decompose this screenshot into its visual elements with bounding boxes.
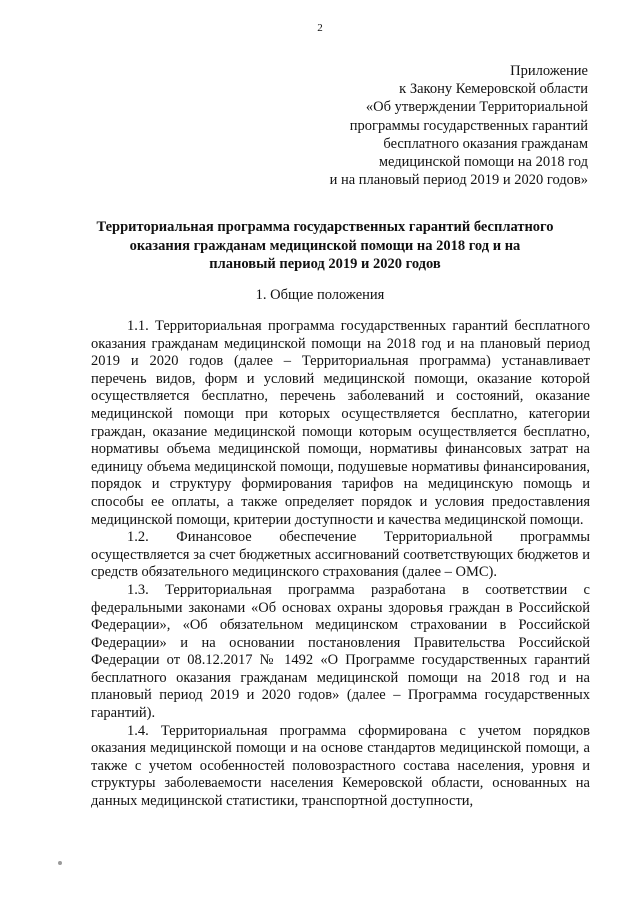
paragraph-1-4: 1.4. Территориальная программа сформирована с учетом порядков оказания медицинской помощи и на основе стандартов медицинской помощи, а также с учетом особенностей половозрастного состава населения, уровня и структуры заболеваемости населения Кемеровской области, основанных на данных медицинской статистики, транспортной доступности,	[91, 722, 590, 810]
appendix-line: «Об утверждении Территориальной	[365, 99, 588, 116]
section-heading: 1. Общие положения	[255, 287, 385, 303]
appendix-line: к Закону Кемеровской области	[399, 81, 588, 98]
appendix-line: программы государственных гарантий	[349, 117, 588, 134]
appendix-line: медицинской помощи на 2018 год	[378, 154, 588, 171]
appendix-note	[258, 62, 588, 189]
paragraph-1-3: 1.3. Территориальная программа разработана в соответствии с федеральными законами «Об основах охраны здоровья граждан в Российской Федерации», «Об обязательном медицинском страховании в Российской Федерации» и на основании постановления Правительства Российской Федерации от 08.12.2017 № 1492 «О Программе государственных гарантий бесплатного оказания гражданам медицинской помощи на 2018 год и на плановый период 2019 и 2020 годов» (далее – Программа государственных гарантий).	[91, 581, 590, 722]
margin-dot	[58, 861, 62, 865]
paragraph-1-1: 1.1. Территориальная программа государственных гарантий бесплатного оказания гражданам медицинской помощи на 2018 год и на плановый период 2019 и 2020 годов (далее – Территориальная программа) устанавливает перечень видов, форм и условий медицинской помощи, оказание которой осуществляется бесплатно, перечень заболеваний и состояний, оказание медицинской помощи при которых осуществляется бесплатно, категории граждан, оказание медицинской помощи которым осуществляется бесплатно, нормативы объема медицинской помощи, нормативы финансовых затрат на единицу объема медицинской помощи, подушевые нормативы финансирования, порядок и структуру формирования тарифов на медицинскую помощь и способы ее оплаты, а также определяет порядок и условия предоставления медицинской помощи, критерии доступности и качества медицинской помощи.	[91, 318, 590, 528]
body-text	[91, 318, 590, 811]
document-title: Территориальная программа государственных гарантий бесплатного оказания гражданам медицинской помощи на 2018 год и на плановый период 2019 и 2020 годов	[96, 219, 554, 272]
appendix-line: Приложение	[510, 63, 588, 79]
appendix-line: и на плановый период 2019 и 2020 годов»	[329, 172, 588, 189]
paragraph-1-2: 1.2. Финансовое обеспечение Территориальной программы осуществляется за счет бюджетных ассигнований соответствующих бюджетов и средств обязательного медицинского страхования (далее – ОМС).	[91, 529, 590, 581]
page-number: 2	[317, 22, 323, 34]
appendix-line: бесплатного оказания гражданам	[383, 135, 588, 152]
